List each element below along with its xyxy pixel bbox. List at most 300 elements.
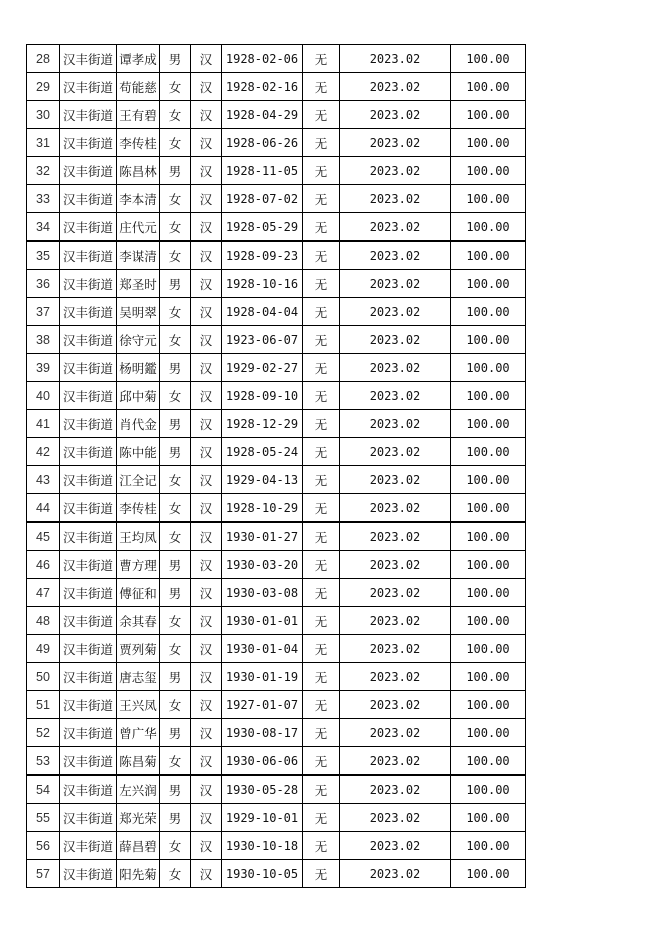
street-cell: 汉丰街道 bbox=[60, 129, 117, 157]
gender-cell: 女 bbox=[160, 860, 191, 888]
amount-cell: 100.00 bbox=[451, 551, 526, 579]
street-cell: 汉丰街道 bbox=[60, 466, 117, 494]
gender-cell: 男 bbox=[160, 775, 191, 804]
row-number-cell: 37 bbox=[27, 298, 60, 326]
street-cell: 汉丰街道 bbox=[60, 213, 117, 242]
amount-cell: 100.00 bbox=[451, 804, 526, 832]
table-row bbox=[27, 45, 526, 73]
street-cell: 汉丰街道 bbox=[60, 185, 117, 213]
birth-date-cell: 1928-07-02 bbox=[222, 185, 303, 213]
birth-date-cell: 1928-05-24 bbox=[222, 438, 303, 466]
row-number-cell: 51 bbox=[27, 691, 60, 719]
amount-cell: 100.00 bbox=[451, 663, 526, 691]
street-cell: 汉丰街道 bbox=[60, 832, 117, 860]
birth-date-cell: 1928-05-29 bbox=[222, 213, 303, 242]
table-row bbox=[27, 354, 526, 382]
amount-cell: 100.00 bbox=[451, 213, 526, 242]
gender-cell: 女 bbox=[160, 185, 191, 213]
amount-cell: 100.00 bbox=[451, 326, 526, 354]
name-cell: 薛昌碧 bbox=[117, 832, 160, 860]
gender-cell: 女 bbox=[160, 832, 191, 860]
period-cell: 2023.02 bbox=[340, 466, 451, 494]
row-number-cell: 33 bbox=[27, 185, 60, 213]
row-number-cell: 47 bbox=[27, 579, 60, 607]
row-number-cell: 38 bbox=[27, 326, 60, 354]
name-cell: 郑光荣 bbox=[117, 804, 160, 832]
gender-cell: 男 bbox=[160, 579, 191, 607]
gender-cell: 男 bbox=[160, 354, 191, 382]
note-cell: 无 bbox=[303, 326, 340, 354]
period-cell: 2023.02 bbox=[340, 663, 451, 691]
name-cell: 贾列菊 bbox=[117, 635, 160, 663]
birth-date-cell: 1928-09-23 bbox=[222, 241, 303, 270]
row-number-cell: 36 bbox=[27, 270, 60, 298]
name-cell: 王有碧 bbox=[117, 101, 160, 129]
note-cell: 无 bbox=[303, 354, 340, 382]
row-number-cell: 34 bbox=[27, 213, 60, 242]
table-row bbox=[27, 438, 526, 466]
birth-date-cell: 1928-02-16 bbox=[222, 73, 303, 101]
period-cell: 2023.02 bbox=[340, 213, 451, 242]
gender-cell: 女 bbox=[160, 326, 191, 354]
street-cell: 汉丰街道 bbox=[60, 804, 117, 832]
name-cell: 阳先菊 bbox=[117, 860, 160, 888]
note-cell: 无 bbox=[303, 860, 340, 888]
period-cell: 2023.02 bbox=[340, 129, 451, 157]
table-row bbox=[27, 213, 526, 242]
table-row bbox=[27, 804, 526, 832]
row-number-cell: 40 bbox=[27, 382, 60, 410]
gender-cell: 女 bbox=[160, 607, 191, 635]
name-cell: 李谋清 bbox=[117, 241, 160, 270]
table-row bbox=[27, 747, 526, 776]
period-cell: 2023.02 bbox=[340, 607, 451, 635]
row-number-cell: 50 bbox=[27, 663, 60, 691]
birth-date-cell: 1928-10-16 bbox=[222, 270, 303, 298]
birth-date-cell: 1930-06-06 bbox=[222, 747, 303, 776]
note-cell: 无 bbox=[303, 382, 340, 410]
street-cell: 汉丰街道 bbox=[60, 691, 117, 719]
birth-date-cell: 1930-01-19 bbox=[222, 663, 303, 691]
gender-cell: 女 bbox=[160, 691, 191, 719]
period-cell: 2023.02 bbox=[340, 579, 451, 607]
amount-cell: 100.00 bbox=[451, 494, 526, 523]
ethnicity-cell: 汉 bbox=[191, 157, 222, 185]
street-cell: 汉丰街道 bbox=[60, 551, 117, 579]
table-row bbox=[27, 241, 526, 270]
table-row bbox=[27, 185, 526, 213]
amount-cell: 100.00 bbox=[451, 270, 526, 298]
name-cell: 王均凤 bbox=[117, 522, 160, 551]
period-cell: 2023.02 bbox=[340, 438, 451, 466]
ethnicity-cell: 汉 bbox=[191, 551, 222, 579]
amount-cell: 100.00 bbox=[451, 382, 526, 410]
row-number-cell: 46 bbox=[27, 551, 60, 579]
amount-cell: 100.00 bbox=[451, 438, 526, 466]
table-row bbox=[27, 663, 526, 691]
birth-date-cell: 1927-01-07 bbox=[222, 691, 303, 719]
row-number-cell: 53 bbox=[27, 747, 60, 776]
street-cell: 汉丰街道 bbox=[60, 775, 117, 804]
period-cell: 2023.02 bbox=[340, 101, 451, 129]
note-cell: 无 bbox=[303, 607, 340, 635]
gender-cell: 女 bbox=[160, 466, 191, 494]
gender-cell: 男 bbox=[160, 270, 191, 298]
ethnicity-cell: 汉 bbox=[191, 804, 222, 832]
amount-cell: 100.00 bbox=[451, 775, 526, 804]
period-cell: 2023.02 bbox=[340, 804, 451, 832]
name-cell: 傅征和 bbox=[117, 579, 160, 607]
gender-cell: 女 bbox=[160, 213, 191, 242]
name-cell: 陈昌林 bbox=[117, 157, 160, 185]
ethnicity-cell: 汉 bbox=[191, 494, 222, 523]
amount-cell: 100.00 bbox=[451, 45, 526, 73]
ethnicity-cell: 汉 bbox=[191, 860, 222, 888]
table-row bbox=[27, 494, 526, 523]
ethnicity-cell: 汉 bbox=[191, 73, 222, 101]
name-cell: 庄代元 bbox=[117, 213, 160, 242]
row-number-cell: 45 bbox=[27, 522, 60, 551]
row-number-cell: 44 bbox=[27, 494, 60, 523]
street-cell: 汉丰街道 bbox=[60, 719, 117, 747]
gender-cell: 女 bbox=[160, 747, 191, 776]
row-number-cell: 55 bbox=[27, 804, 60, 832]
gender-cell: 女 bbox=[160, 382, 191, 410]
table-row bbox=[27, 73, 526, 101]
street-cell: 汉丰街道 bbox=[60, 45, 117, 73]
period-cell: 2023.02 bbox=[340, 691, 451, 719]
ethnicity-cell: 汉 bbox=[191, 832, 222, 860]
row-number-cell: 48 bbox=[27, 607, 60, 635]
birth-date-cell: 1928-06-26 bbox=[222, 129, 303, 157]
street-cell: 汉丰街道 bbox=[60, 298, 117, 326]
row-number-cell: 28 bbox=[27, 45, 60, 73]
name-cell: 肖代金 bbox=[117, 410, 160, 438]
note-cell: 无 bbox=[303, 241, 340, 270]
birth-date-cell: 1928-04-29 bbox=[222, 101, 303, 129]
note-cell: 无 bbox=[303, 494, 340, 523]
note-cell: 无 bbox=[303, 719, 340, 747]
note-cell: 无 bbox=[303, 579, 340, 607]
birth-date-cell: 1928-12-29 bbox=[222, 410, 303, 438]
period-cell: 2023.02 bbox=[340, 551, 451, 579]
period-cell: 2023.02 bbox=[340, 354, 451, 382]
street-cell: 汉丰街道 bbox=[60, 241, 117, 270]
row-number-cell: 41 bbox=[27, 410, 60, 438]
note-cell: 无 bbox=[303, 73, 340, 101]
amount-cell: 100.00 bbox=[451, 241, 526, 270]
table-row bbox=[27, 719, 526, 747]
street-cell: 汉丰街道 bbox=[60, 270, 117, 298]
row-number-cell: 43 bbox=[27, 466, 60, 494]
note-cell: 无 bbox=[303, 663, 340, 691]
row-number-cell: 42 bbox=[27, 438, 60, 466]
gender-cell: 女 bbox=[160, 73, 191, 101]
birth-date-cell: 1928-11-05 bbox=[222, 157, 303, 185]
ethnicity-cell: 汉 bbox=[191, 101, 222, 129]
note-cell: 无 bbox=[303, 775, 340, 804]
ethnicity-cell: 汉 bbox=[191, 354, 222, 382]
note-cell: 无 bbox=[303, 832, 340, 860]
ethnicity-cell: 汉 bbox=[191, 129, 222, 157]
birth-date-cell: 1923-06-07 bbox=[222, 326, 303, 354]
amount-cell: 100.00 bbox=[451, 129, 526, 157]
amount-cell: 100.00 bbox=[451, 691, 526, 719]
period-cell: 2023.02 bbox=[340, 326, 451, 354]
row-number-cell: 54 bbox=[27, 775, 60, 804]
name-cell: 徐守元 bbox=[117, 326, 160, 354]
ethnicity-cell: 汉 bbox=[191, 438, 222, 466]
period-cell: 2023.02 bbox=[340, 635, 451, 663]
note-cell: 无 bbox=[303, 213, 340, 242]
note-cell: 无 bbox=[303, 804, 340, 832]
period-cell: 2023.02 bbox=[340, 719, 451, 747]
period-cell: 2023.02 bbox=[340, 832, 451, 860]
amount-cell: 100.00 bbox=[451, 410, 526, 438]
street-cell: 汉丰街道 bbox=[60, 438, 117, 466]
ethnicity-cell: 汉 bbox=[191, 298, 222, 326]
street-cell: 汉丰街道 bbox=[60, 326, 117, 354]
ethnicity-cell: 汉 bbox=[191, 607, 222, 635]
period-cell: 2023.02 bbox=[340, 860, 451, 888]
row-number-cell: 35 bbox=[27, 241, 60, 270]
name-cell: 余其春 bbox=[117, 607, 160, 635]
period-cell: 2023.02 bbox=[340, 410, 451, 438]
street-cell: 汉丰街道 bbox=[60, 382, 117, 410]
street-cell: 汉丰街道 bbox=[60, 663, 117, 691]
gender-cell: 男 bbox=[160, 45, 191, 73]
table-row bbox=[27, 551, 526, 579]
table-row bbox=[27, 382, 526, 410]
name-cell: 唐志玺 bbox=[117, 663, 160, 691]
amount-cell: 100.00 bbox=[451, 607, 526, 635]
street-cell: 汉丰街道 bbox=[60, 860, 117, 888]
period-cell: 2023.02 bbox=[340, 382, 451, 410]
birth-date-cell: 1929-04-13 bbox=[222, 466, 303, 494]
note-cell: 无 bbox=[303, 129, 340, 157]
name-cell: 邱中菊 bbox=[117, 382, 160, 410]
table-row bbox=[27, 298, 526, 326]
period-cell: 2023.02 bbox=[340, 298, 451, 326]
period-cell: 2023.02 bbox=[340, 494, 451, 523]
street-cell: 汉丰街道 bbox=[60, 579, 117, 607]
amount-cell: 100.00 bbox=[451, 101, 526, 129]
ethnicity-cell: 汉 bbox=[191, 213, 222, 242]
name-cell: 王兴凤 bbox=[117, 691, 160, 719]
name-cell: 李传桂 bbox=[117, 494, 160, 523]
table-row bbox=[27, 410, 526, 438]
birth-date-cell: 1928-10-29 bbox=[222, 494, 303, 523]
gender-cell: 男 bbox=[160, 719, 191, 747]
note-cell: 无 bbox=[303, 691, 340, 719]
note-cell: 无 bbox=[303, 635, 340, 663]
ethnicity-cell: 汉 bbox=[191, 466, 222, 494]
birth-date-cell: 1928-02-06 bbox=[222, 45, 303, 73]
amount-cell: 100.00 bbox=[451, 832, 526, 860]
birth-date-cell: 1930-01-01 bbox=[222, 607, 303, 635]
ethnicity-cell: 汉 bbox=[191, 747, 222, 776]
birth-date-cell: 1930-10-18 bbox=[222, 832, 303, 860]
note-cell: 无 bbox=[303, 45, 340, 73]
street-cell: 汉丰街道 bbox=[60, 73, 117, 101]
amount-cell: 100.00 bbox=[451, 73, 526, 101]
row-number-cell: 52 bbox=[27, 719, 60, 747]
note-cell: 无 bbox=[303, 157, 340, 185]
ethnicity-cell: 汉 bbox=[191, 45, 222, 73]
gender-cell: 女 bbox=[160, 241, 191, 270]
period-cell: 2023.02 bbox=[340, 241, 451, 270]
name-cell: 杨明鑑 bbox=[117, 354, 160, 382]
ethnicity-cell: 汉 bbox=[191, 326, 222, 354]
name-cell: 江全记 bbox=[117, 466, 160, 494]
table-row bbox=[27, 522, 526, 551]
gender-cell: 女 bbox=[160, 494, 191, 523]
table-row bbox=[27, 270, 526, 298]
table-row bbox=[27, 635, 526, 663]
row-number-cell: 56 bbox=[27, 832, 60, 860]
gender-cell: 女 bbox=[160, 298, 191, 326]
street-cell: 汉丰街道 bbox=[60, 522, 117, 551]
name-cell: 李本清 bbox=[117, 185, 160, 213]
name-cell: 谭孝成 bbox=[117, 45, 160, 73]
street-cell: 汉丰街道 bbox=[60, 747, 117, 776]
name-cell: 郑圣时 bbox=[117, 270, 160, 298]
amount-cell: 100.00 bbox=[451, 747, 526, 776]
birth-date-cell: 1930-03-08 bbox=[222, 579, 303, 607]
street-cell: 汉丰街道 bbox=[60, 410, 117, 438]
name-cell: 曹方理 bbox=[117, 551, 160, 579]
row-number-cell: 39 bbox=[27, 354, 60, 382]
birth-date-cell: 1930-10-05 bbox=[222, 860, 303, 888]
birth-date-cell: 1928-09-10 bbox=[222, 382, 303, 410]
amount-cell: 100.00 bbox=[451, 298, 526, 326]
birth-date-cell: 1929-02-27 bbox=[222, 354, 303, 382]
ethnicity-cell: 汉 bbox=[191, 691, 222, 719]
amount-cell: 100.00 bbox=[451, 354, 526, 382]
table-row bbox=[27, 157, 526, 185]
gender-cell: 女 bbox=[160, 635, 191, 663]
table-row bbox=[27, 775, 526, 804]
name-cell: 苟能慈 bbox=[117, 73, 160, 101]
table-row bbox=[27, 860, 526, 888]
note-cell: 无 bbox=[303, 747, 340, 776]
ethnicity-cell: 汉 bbox=[191, 382, 222, 410]
table-row bbox=[27, 691, 526, 719]
period-cell: 2023.02 bbox=[340, 73, 451, 101]
row-number-cell: 49 bbox=[27, 635, 60, 663]
note-cell: 无 bbox=[303, 101, 340, 129]
name-cell: 曾广华 bbox=[117, 719, 160, 747]
row-number-cell: 31 bbox=[27, 129, 60, 157]
birth-date-cell: 1930-03-20 bbox=[222, 551, 303, 579]
name-cell: 吴明翠 bbox=[117, 298, 160, 326]
gender-cell: 男 bbox=[160, 804, 191, 832]
ethnicity-cell: 汉 bbox=[191, 579, 222, 607]
amount-cell: 100.00 bbox=[451, 522, 526, 551]
amount-cell: 100.00 bbox=[451, 466, 526, 494]
amount-cell: 100.00 bbox=[451, 157, 526, 185]
gender-cell: 男 bbox=[160, 438, 191, 466]
row-number-cell: 57 bbox=[27, 860, 60, 888]
note-cell: 无 bbox=[303, 270, 340, 298]
name-cell: 左兴润 bbox=[117, 775, 160, 804]
street-cell: 汉丰街道 bbox=[60, 157, 117, 185]
ethnicity-cell: 汉 bbox=[191, 719, 222, 747]
ethnicity-cell: 汉 bbox=[191, 241, 222, 270]
table-row bbox=[27, 607, 526, 635]
period-cell: 2023.02 bbox=[340, 522, 451, 551]
note-cell: 无 bbox=[303, 185, 340, 213]
birth-date-cell: 1930-01-27 bbox=[222, 522, 303, 551]
gender-cell: 女 bbox=[160, 129, 191, 157]
row-number-cell: 29 bbox=[27, 73, 60, 101]
ethnicity-cell: 汉 bbox=[191, 185, 222, 213]
table-row bbox=[27, 326, 526, 354]
period-cell: 2023.02 bbox=[340, 45, 451, 73]
note-cell: 无 bbox=[303, 410, 340, 438]
street-cell: 汉丰街道 bbox=[60, 494, 117, 523]
birth-date-cell: 1930-08-17 bbox=[222, 719, 303, 747]
period-cell: 2023.02 bbox=[340, 185, 451, 213]
amount-cell: 100.00 bbox=[451, 185, 526, 213]
birth-date-cell: 1930-01-04 bbox=[222, 635, 303, 663]
name-cell: 李传桂 bbox=[117, 129, 160, 157]
table-row bbox=[27, 466, 526, 494]
ethnicity-cell: 汉 bbox=[191, 775, 222, 804]
period-cell: 2023.02 bbox=[340, 157, 451, 185]
period-cell: 2023.02 bbox=[340, 270, 451, 298]
ethnicity-cell: 汉 bbox=[191, 270, 222, 298]
birth-date-cell: 1929-10-01 bbox=[222, 804, 303, 832]
amount-cell: 100.00 bbox=[451, 635, 526, 663]
amount-cell: 100.00 bbox=[451, 719, 526, 747]
note-cell: 无 bbox=[303, 298, 340, 326]
period-cell: 2023.02 bbox=[340, 775, 451, 804]
ethnicity-cell: 汉 bbox=[191, 663, 222, 691]
note-cell: 无 bbox=[303, 551, 340, 579]
table-row bbox=[27, 579, 526, 607]
birth-date-cell: 1930-05-28 bbox=[222, 775, 303, 804]
amount-cell: 100.00 bbox=[451, 579, 526, 607]
gender-cell: 男 bbox=[160, 410, 191, 438]
table-row bbox=[27, 101, 526, 129]
birth-date-cell: 1928-04-04 bbox=[222, 298, 303, 326]
gender-cell: 男 bbox=[160, 663, 191, 691]
name-cell: 陈昌菊 bbox=[117, 747, 160, 776]
table-body bbox=[27, 45, 526, 888]
amount-cell: 100.00 bbox=[451, 860, 526, 888]
table-row bbox=[27, 129, 526, 157]
note-cell: 无 bbox=[303, 438, 340, 466]
gender-cell: 男 bbox=[160, 551, 191, 579]
ethnicity-cell: 汉 bbox=[191, 522, 222, 551]
row-number-cell: 30 bbox=[27, 101, 60, 129]
street-cell: 汉丰街道 bbox=[60, 354, 117, 382]
row-number-cell: 32 bbox=[27, 157, 60, 185]
gender-cell: 女 bbox=[160, 101, 191, 129]
note-cell: 无 bbox=[303, 522, 340, 551]
gender-cell: 女 bbox=[160, 522, 191, 551]
street-cell: 汉丰街道 bbox=[60, 635, 117, 663]
note-cell: 无 bbox=[303, 466, 340, 494]
data-table bbox=[26, 44, 526, 888]
street-cell: 汉丰街道 bbox=[60, 101, 117, 129]
name-cell: 陈中能 bbox=[117, 438, 160, 466]
period-cell: 2023.02 bbox=[340, 747, 451, 776]
street-cell: 汉丰街道 bbox=[60, 607, 117, 635]
ethnicity-cell: 汉 bbox=[191, 635, 222, 663]
gender-cell: 男 bbox=[160, 157, 191, 185]
